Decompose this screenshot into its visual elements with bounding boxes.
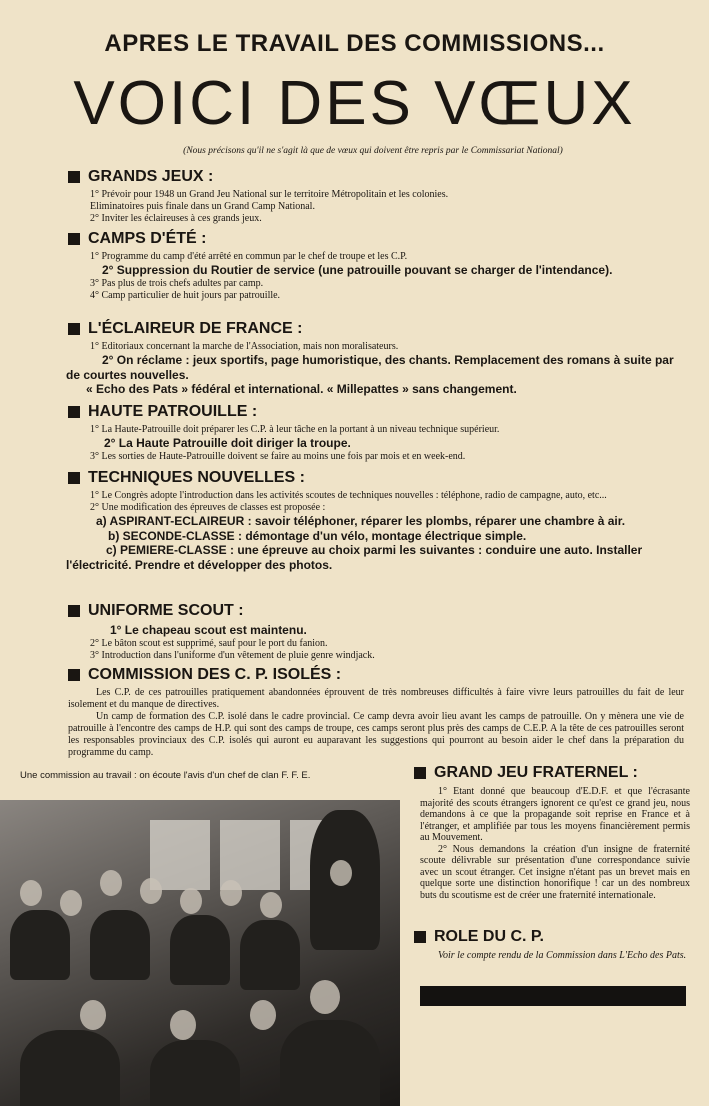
- page-title: VOICI DES VŒUX: [73, 69, 636, 138]
- section-heading: TECHNIQUES NOUVELLES :: [68, 469, 684, 487]
- square-bullet-icon: [68, 323, 80, 335]
- section-heading: HAUTE PATROUILLE :: [68, 403, 684, 421]
- list-item: 3° Pas plus de trois chefs adultes par camp.: [90, 277, 264, 289]
- list-item: 1° La Haute-Patrouille doit préparer les C.P. à leur tâche en la portant à un niveau technique supérieur.: [90, 424, 500, 435]
- section-heading: CAMPS D'ÉTÉ :: [68, 230, 684, 248]
- list-item: 2° Le bâton scout est supprimé, sauf pour le port du fanion.: [90, 637, 328, 649]
- list-item-bold: 1° Le chapeau scout est maintenu.: [110, 623, 307, 637]
- list-item: Eliminatoires puis finale dans un Grand Camp National.: [90, 201, 315, 212]
- square-bullet-icon: [68, 669, 80, 681]
- list-item: 1° Programme du camp d'été arrêté en commun par le chef de troupe et les C.P.: [90, 251, 408, 262]
- kicker-headline: APRES LE TRAVAIL DES COMMISSIONS...: [104, 30, 605, 57]
- section-techniques: [68, 469, 684, 572]
- section-uniforme: [68, 602, 684, 662]
- list-item-bold: 2° La Haute Patrouille doit diriger la troupe.: [104, 436, 351, 450]
- paragraph: Voir le compte rendu de la Commission dans L'Echo des Pats.: [438, 950, 687, 961]
- list-item-bold: b) SECONDE-CLASSE : démontage d'un vélo, montage électrique simple.: [108, 528, 527, 543]
- section-camps: [68, 230, 684, 302]
- paragraph: 2° Nous demandons la création d'un insigne de fraternité scoute délivrable sur présentation d'une correspondance suivie avec un scout étranger. Cet insigne n'étant pas un brevet mais en quelque sorte une distinction honorifique ! car un des nombreux buts du scoutisme est de créer une fraternité internationale.: [420, 843, 690, 901]
- section-haute-patrouille: [68, 403, 684, 463]
- section-heading: GRANDS JEUX :: [68, 168, 684, 186]
- photo-caption: Une commission au travail : on écoute l'avis d'un chef de clan F. F. E.: [20, 770, 311, 781]
- list-item: 1° Le Congrès adopte l'introduction dans les activités scoutes de techniques nouvelles : téléphone, radio de campagne, auto, etc...: [90, 490, 607, 501]
- list-item: 2° Inviter les éclaireuses à ces grands jeux.: [90, 213, 262, 224]
- paragraph: Les C.P. de ces patrouilles pratiquement abandonnées éprouvent de très nombreuses difficultés à faire vivre leurs patrouilles du fait de leur isolement et du manque de directives.: [68, 687, 684, 710]
- section-heading: COMMISSION DES C. P. ISOLÉS :: [68, 666, 684, 684]
- list-item-bold: a) ASPIRANT-ECLAIREUR : savoir téléphoner, réparer les plombs, réparer une chambre à air.: [96, 514, 626, 528]
- square-bullet-icon: [68, 472, 80, 484]
- section-heading: UNIFORME SCOUT :: [68, 602, 684, 620]
- square-bullet-icon: [68, 233, 80, 245]
- list-item: 3° Introduction dans l'uniforme d'un vêtement de pluie genre windjack.: [90, 649, 375, 661]
- list-item: 2° Une modification des épreuves de classes est proposée :: [90, 502, 326, 513]
- paragraph: Un camp de formation des C.P. isolé dans le cadre provincial. Ce camp devra avoir lieu avant les camps de patrouille. On y mènera une vie de patrouille à l'encontre des camps de H.P. qui sont des camps de troupe, ces camps seront plus près des camps de C.E.P. A la tête de ces patrouilles seront les responsables provinciaux des C.P. isolés qui auront eu auparavant les suggestions qui pourront au besoin aider le chef dans la préparation du programme du camp.: [68, 711, 684, 758]
- list-item-bold: c) PEMIERE-CLASSE : une épreuve au choix parmi les suivantes : conduire une auto. Installer l'électricité. Prendre et développer des photos.: [66, 543, 643, 572]
- square-bullet-icon: [68, 171, 80, 183]
- paragraph: 1° Etant donné que beaucoup d'E.D.F. et que l'écrasante majorité des scouts étrangers ignorent ce qu'est ce grand jeu, nous demandons à ce que la propagande soit reprise en France et à l'étranger, et amplifiée par tous les moyens financièrement permis au Mouvement.: [420, 786, 690, 843]
- sidebar-role-cp: [414, 928, 690, 962]
- section-eclaireur: [68, 320, 684, 397]
- list-item: 4° Camp particulier de huit jours par patrouille.: [90, 289, 281, 301]
- sidebar-grand-jeu: [414, 764, 690, 901]
- black-bar-divider: [420, 986, 686, 1006]
- section-heading: ROLE DU C. P.: [414, 928, 690, 946]
- list-item: 3° Les sorties de Haute-Patrouille doivent se faire au moins une fois par mois et en week-end.: [90, 450, 466, 462]
- editorial-note: (Nous précisons qu'il ne s'agit là que de vœux qui doivent être repris par le Commissariat National): [183, 146, 563, 156]
- list-item-bold: « Echo des Pats » fédéral et international. « Millepattes » sans changement.: [86, 382, 517, 396]
- list-item-bold: 2° Suppression du Routier de service (une patrouille pouvant se charger de l'intendance).: [102, 263, 613, 277]
- list-item: 1° Prévoir pour 1948 un Grand Jeu National sur le territoire Métropolitain et les colonies.: [90, 189, 449, 200]
- section-commission: [68, 666, 684, 759]
- list-item: 1° Editoriaux concernant la marche de l'Association, mais non moralisateurs.: [90, 341, 399, 352]
- square-bullet-icon: [68, 406, 80, 418]
- list-item-bold: 2° On réclame : jeux sportifs, page humoristique, des chants. Remplacement des romans à suite par de courtes nouvelles.: [66, 353, 674, 382]
- section-grands-jeux: [68, 168, 684, 225]
- section-heading: L'ÉCLAIREUR DE FRANCE :: [68, 320, 684, 338]
- photo-scouts-meeting: [0, 800, 400, 1106]
- square-bullet-icon: [414, 931, 426, 943]
- section-heading: GRAND JEU FRATERNEL :: [414, 764, 690, 782]
- square-bullet-icon: [68, 605, 80, 617]
- square-bullet-icon: [414, 767, 426, 779]
